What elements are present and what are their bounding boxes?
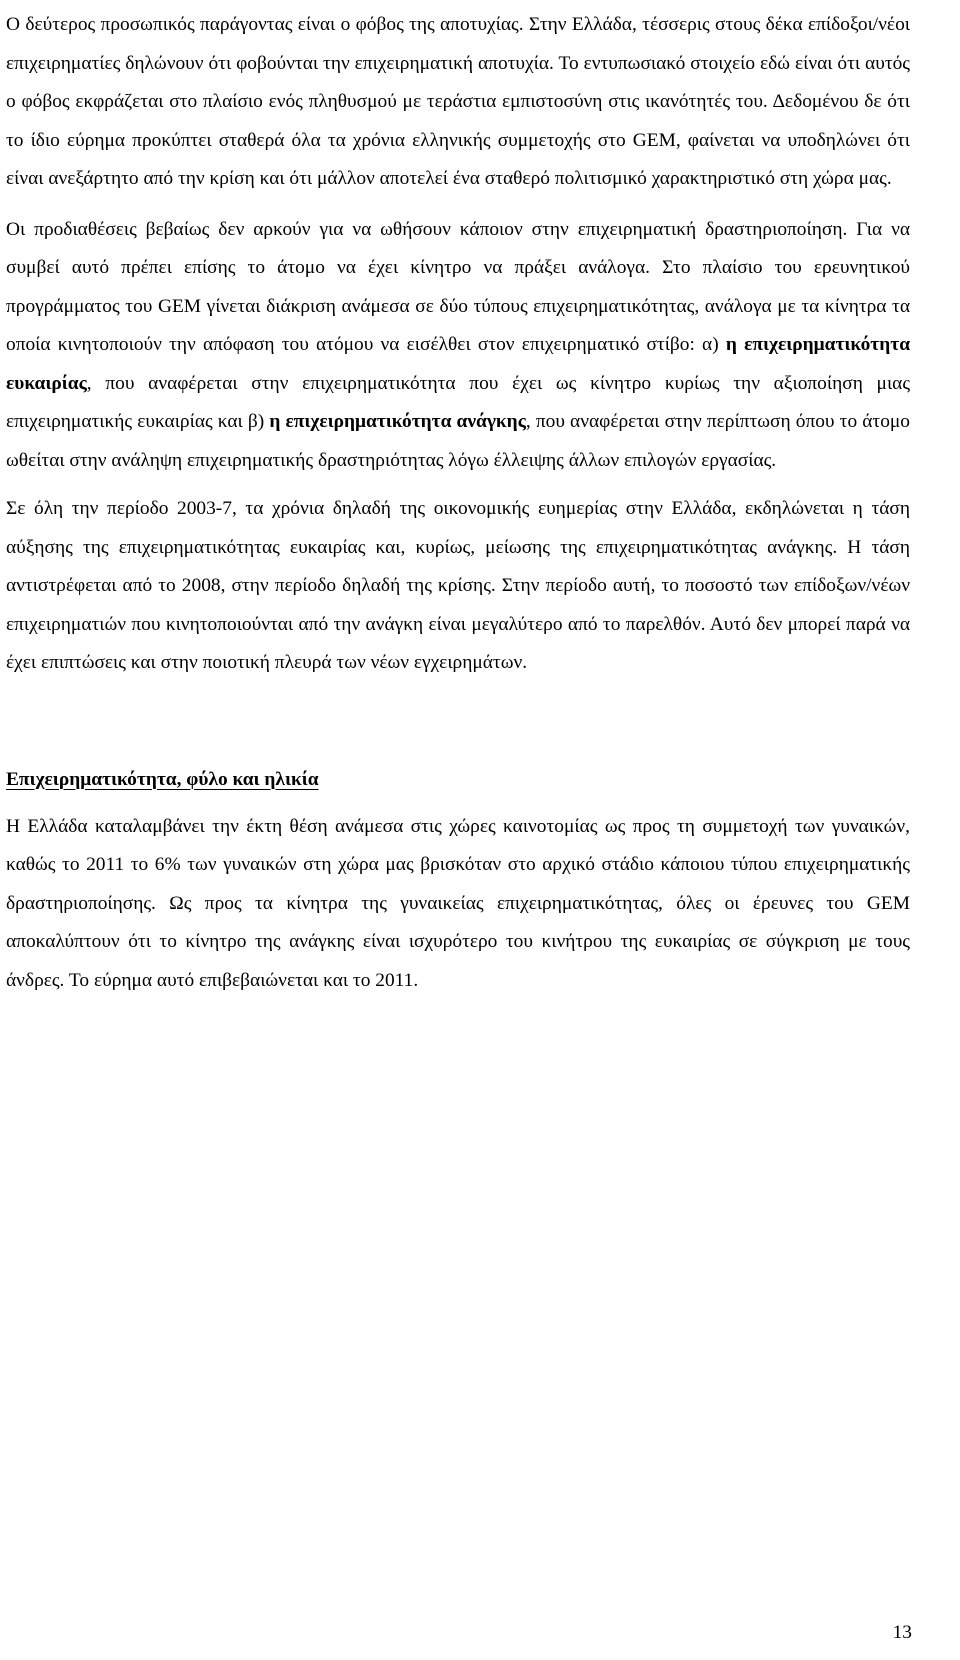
paragraph-fear-of-failure xyxy=(6,6,910,199)
paragraph-text: , που αναφέρεται στην επιχειρηματικότητα που έχει ως κίνητρο κυρίως την αξιοποίηση μιας επιχειρηματικής ευκαιρίας και β) xyxy=(6,372,910,432)
paragraph-text: Οι προδιαθέσεις βεβαίως δεν αρκούν για να ωθήσουν κάποιον στην επιχειρηματική δραστηριοποίηση. Για να συμβεί αυτό πρέπει επίσης το άτομο να έχει κίνητρο να πράξει ανάλογα. Στο πλαίσιο του ερευνητικού προγράμματος του GEM γίνεται διάκριση ανάμεσα σε δύο τύπους επιχειρηματικότητας, ανάλογα με τα κίνητρα τα οποία κινητοποιούν την απόφαση του ατόμου να εισέλθει στον επιχειρηματικό στίβο: α) xyxy=(6,218,910,355)
paragraph-text: Η Ελλάδα καταλαμβάνει την έκτη θέση ανάμεσα στις χώρες καινοτομίας ως προς τη συμμετοχή των γυναικών, καθώς το 2011 το 6% των γυναικών στη χώρα μας βρισκόταν στο αρχικό στάδιο κάποιου τύπου επιχειρηματικής δραστηριοποίησης. Ως προς τα κίνητρα της γυναικείας επιχειρηματικότητας, όλες οι έρευνες του GEM αποκαλύπτουν ότι το κίνητρο της ανάγκης είναι ισχυρότερο του κινήτρου της ευκαιρίας σε σύγκριση με τους άνδρες. Το εύρημα αυτό επιβεβαιώνεται και το 2011. xyxy=(6,815,910,991)
paragraph-motives xyxy=(6,211,910,481)
document-body xyxy=(6,6,910,1000)
paragraph-text: Σε όλη την περίοδο 2003-7, τα χρόνια δηλαδή της οικονομικής ευημερίας στην Ελλάδα, εκδηλώνεται η τάση αύξησης της επιχειρηματικότητας ευκαιρίας και, κυρίως, μείωσης της επιχειρηματικότητας ανάγκης. Η τάση αντιστρέφεται από το 2008, στην περίοδο δηλαδή της κρίσης. Στην περίοδο αυτή, το ποσοστό των επίδοξων/νέων επιχειρηματιών που κινητοποιούνται από την ανάγκη είναι μεγαλύτερο από το παρελθόν. Αυτό δεν μπορεί παρά να έχει επιπτώσεις και στην ποιοτική πλευρά των νέων εγχειρημάτων. xyxy=(6,498,910,673)
paragraph-gender xyxy=(6,808,910,1001)
paragraph-text: Ο δεύτερος προσωπικός παράγοντας είναι ο φόβος της αποτυχίας. Στην Ελλάδα, τέσσερις στους δέκα επίδοξοι/νέοι επιχειρηματίες δηλώνουν ότι φοβούνται την επιχειρηματική αποτυχία. Το εντυπωσιακό στοιχείο εδώ είναι ότι αυτός ο φόβος εκφράζεται στο πλαίσιο ενός πληθυσμού με τεράστια εμπιστοσύνη στις ικανότητές του. Δεδομένου δε ότι το ίδιο εύρημα προκύπτει σταθερά όλα τα χρόνια ελληνικής συμμετοχής στο GEM, φαίνεται να υποδηλώνει ότι είναι ανεξάρτητο από την κρίση και ότι μάλλον αποτελεί ένα σταθερό πολιτισμικό χαρακτηριστικό στη χώρα μας. xyxy=(6,14,910,189)
paragraph-period-2003-7 xyxy=(6,490,910,683)
page-number: 13 xyxy=(892,1622,912,1643)
bold-term-necessity: η επιχειρηματικότητα ανάγκης xyxy=(269,411,526,432)
paragraph-text: , που αναφέρεται στην περίπτωση όπου το άτομο ωθείται στην ανάληψη επιχειρηματικής δραστηριότητας λόγω έλλειψης άλλων επιλογών εργασίας. xyxy=(6,411,910,471)
section-heading: Επιχειρηματικότητα, φύλο και ηλικία xyxy=(6,768,319,790)
bold-term-opportunity: η επιχειρηματικότητα ευκαιρίας xyxy=(6,334,911,394)
